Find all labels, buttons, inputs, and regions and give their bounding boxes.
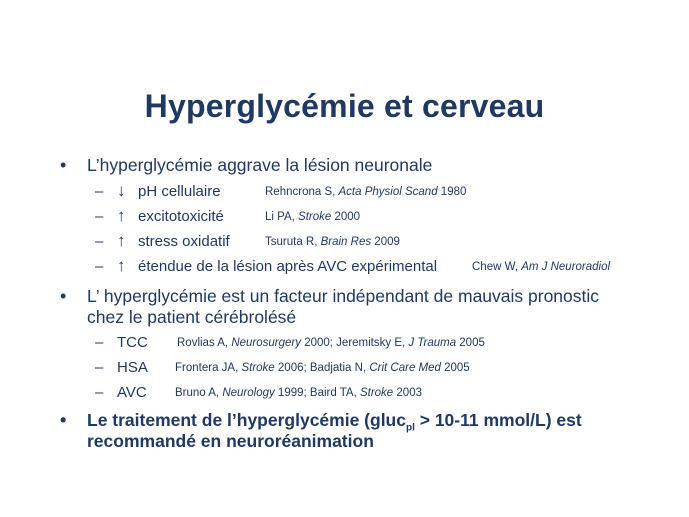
b1-item-label: stress oxidatif <box>138 233 230 250</box>
slide-title: Hyperglycémie et cerveau <box>144 88 545 124</box>
bullet-2-line-1: L’ hyperglycémie est un facteur indépendant de mauvais pronostic <box>87 286 600 306</box>
bullet-3-line-2: recommandé en neuroréanimation <box>87 431 374 451</box>
dash: – <box>95 258 104 275</box>
bullet-2-line-2: chez le patient cérébrolésé <box>87 307 297 327</box>
dash: – <box>95 208 104 225</box>
b2-item-ref: Rovlias A, Neurosurgery 2000; Jeremitsky E, J Trauma 2005 <box>177 337 485 349</box>
dash: – <box>95 359 104 376</box>
b1-item-ref: Tsuruta R, Brain Res 2009 <box>265 236 400 248</box>
arrow-down-icon: ↓ <box>117 181 126 200</box>
bullet-3-line-1: Le traitement de l’hyperglycémie (gluc$_{pl}$ > 10-11 mmol/L) est <box>87 410 582 434</box>
b1-item-label: excitotoxicité <box>138 208 224 225</box>
dash: – <box>95 384 104 401</box>
dash: – <box>95 183 104 200</box>
b2-item-ref: Bruno A, Neurology 1999; Baird TA, Stroke 2003 <box>175 387 422 399</box>
b2-item-label: HSA <box>117 359 148 376</box>
b1-item-ref: Rehncrona S, Acta Physiol Scand 1980 <box>265 186 467 198</box>
bullet-dot: • <box>60 155 67 175</box>
b1-item-ref: Chew W, Am J Neuroradiol <box>472 261 611 273</box>
b1-item-ref: Li PA, Stroke 2000 <box>265 211 361 223</box>
b2-item-label: TCC <box>117 334 148 351</box>
dash: – <box>95 233 104 250</box>
bullet-dot: • <box>60 286 67 306</box>
arrow-up-icon: ↑ <box>117 231 126 250</box>
dash: – <box>95 334 104 351</box>
b2-item-ref: Frontera JA, Stroke 2006; Badjatia N, Crit Care Med 2005 <box>175 362 470 374</box>
bullet-1-text: L’hyperglycémie aggrave la lésion neuronale <box>87 155 433 175</box>
bullet-dot: • <box>60 410 67 430</box>
arrow-up-icon: ↑ <box>117 206 126 225</box>
arrow-up-icon: ↑ <box>117 256 126 275</box>
b1-item-label: étendue de la lésion après AVC expérimental <box>138 258 438 275</box>
b2-item-label: AVC <box>117 384 147 401</box>
b1-item-label: pH cellulaire <box>138 183 221 200</box>
